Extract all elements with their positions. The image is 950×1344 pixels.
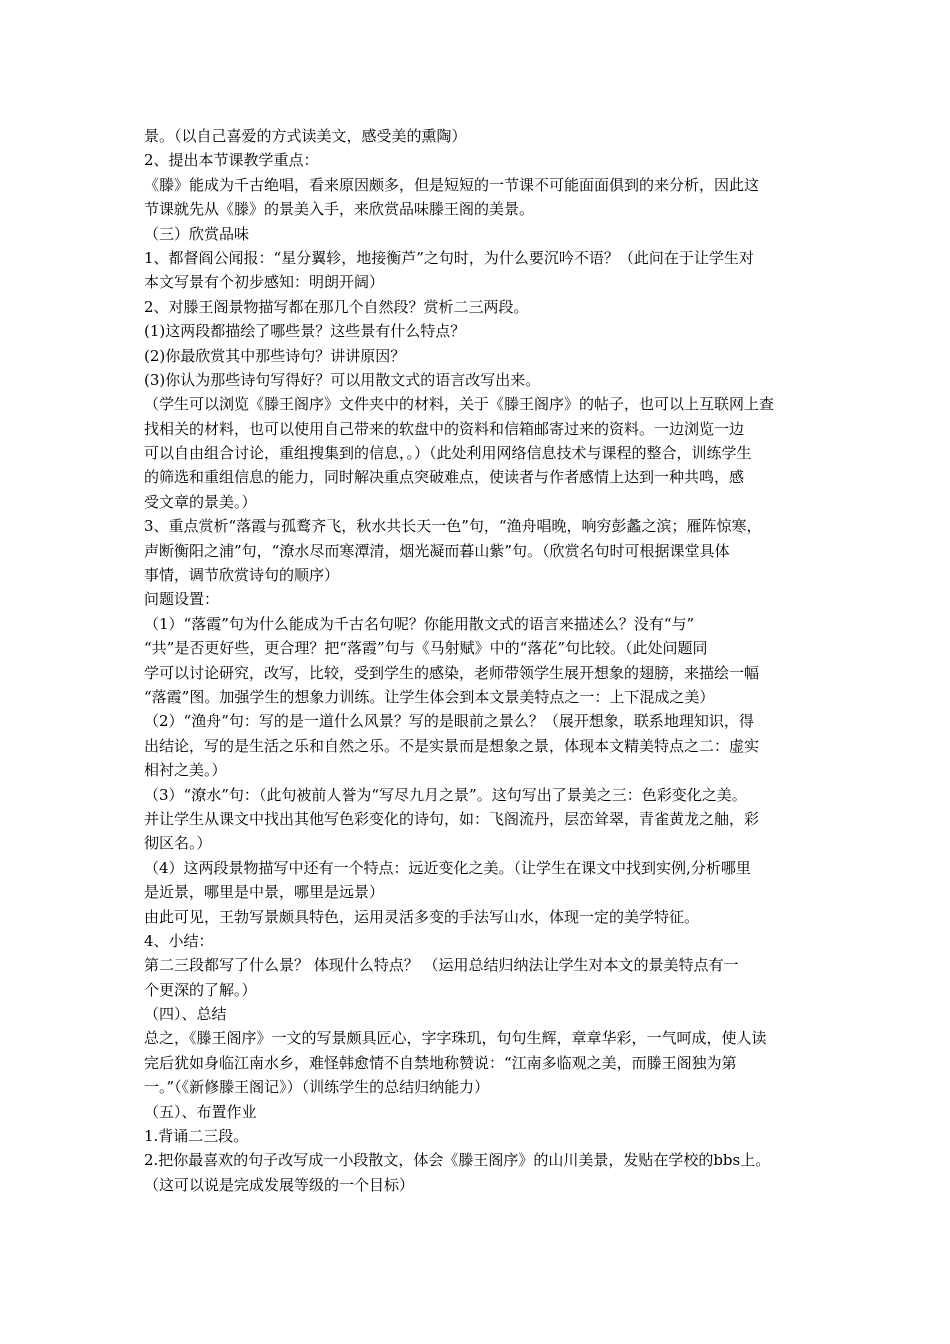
text-line: 个更深的了解。）: [144, 980, 257, 999]
text-line: 3、重点赏析“落霞与孤鹜齐飞，秋水共长天一色”句，“渔舟唱晚，响穷彭蠡之滨；雁阵惊寒，: [144, 517, 762, 536]
homework-item: 1.背诵二三段。: [144, 1127, 249, 1146]
text-line: 景。（以自己喜爱的方式读美文，感受美的熏陶）: [144, 127, 467, 145]
document-page: [144, 124, 824, 1197]
text-line: 是近景，哪里是中景，哪里是远景）: [144, 883, 385, 902]
text-line: 的筛选和重组信息的能力，同时解决重点突破难点，使读者与作者感情上达到一种共鸣，感: [144, 468, 745, 487]
question-item: (2)你最欣赏其中那些诗句？讲讲原因？: [144, 346, 406, 365]
text-line: 学可以讨论研究，改写，比较，受到学生的感染，老师带领学生展开想象的翅膀，来描绘一幅: [144, 663, 760, 682]
text-line: 事情，调节欣赏诗句的顺序）: [144, 566, 340, 585]
text-line: 一。”（《新修滕王阁记》）（训练学生的总结归纳能力）: [144, 1078, 490, 1097]
section-heading: （四）、总结: [144, 1005, 227, 1024]
section-heading: 2、提出本节课教学重点：: [144, 151, 319, 170]
text-line: 彻区名。）: [144, 834, 212, 853]
text-line: 2、对滕王阁景物描写都在那几个自然段？赏析二三两段。: [144, 297, 529, 316]
question-item: (1)这两段都描绘了哪些景？这些景有什么特点？: [144, 322, 466, 341]
text-line: 可以自由组合讨论，重组搜集到的信息，。）（此处利用网络信息技术与课程的整合，训练学生: [144, 444, 752, 463]
section-heading: 4、小结：: [144, 931, 214, 950]
text-line: 并让学生从课文中找出其他写色彩变化的诗句，如：飞阁流丹，层峦耸翠，青雀黄龙之舳，彩: [144, 809, 760, 828]
section-heading: （三）欣赏品味: [144, 224, 250, 243]
text-line: （学生可以浏览《滕王阁序》文件夹中的材料，关于《滕王阁序》的帖子，也可以上互联网上查: [144, 395, 775, 414]
text-line: 声断衡阳之浦”句，“潦水尽而寒潭清，烟光凝而暮山紫”句。（欣赏名句时可根据课堂具体: [144, 541, 730, 560]
text-line: 《滕》能成为千古绝唱，看来原因颇多，但是短短的一节课不可能面面俱到的来分析，因此这: [144, 175, 760, 194]
text-line: 本文写景有个初步感知：明朗开阔）: [144, 273, 385, 292]
text-line: “落霞”图。加强学生的想象力训练。让学生体会到本文景美特点之一：上下混成之美）: [144, 687, 715, 706]
section-heading: 问题设置：: [144, 590, 220, 609]
text-line: （1）“落霞”句为什么能成为千古名句呢？你能用散文式的语言来描述么？没有“与”: [144, 614, 695, 633]
homework-item: 2.把你最喜欢的句子改写成一小段散文，体会《滕王阁序》的山川美景，发贴在学校的bbs上。: [144, 1151, 771, 1170]
text-line: （2）“渔舟”句：写的是一道什么风景？写的是眼前之景么？（展开想象，联系地理知识，得: [144, 712, 754, 731]
text-line: 完后犹如身临江南水乡，难怪韩愈情不自禁地称赞说：“江南多临观之美，而滕王阁独为第: [144, 1053, 737, 1072]
text-line: 找相关的材料，也可以使用自己带来的软盘中的资料和信箱邮寄过来的资料。一边浏览一边: [144, 419, 745, 438]
question-item: (3)你认为那些诗句写得好？可以用散文式的语言改写出来。: [144, 370, 541, 389]
text-line: 第二三段都写了什么景？ 体现什么特点？ （运用总结归纳法让学生对本文的景美特点有一: [144, 956, 739, 975]
text-line: （4）这两段景物描写中还有一个特点：远近变化之美。（让学生在课文中找到实例,分析哪里: [144, 858, 751, 877]
text-line: （3）“潦水”句：（此句被前人誉为“写尽九月之景”。这句写出了景美之三：色彩变化之美。: [144, 785, 747, 804]
text-line: （这可以说是完成发展等级的一个目标）: [144, 1175, 415, 1194]
text-line: 由此可见，王勃写景颇具特色，运用灵活多变的手法写山水，体现一定的美学特征。: [144, 907, 700, 926]
text-line: 出结论，写的是生活之乐和自然之乐。不是实景而是想象之景，体现本文精美特点之二：虚实: [144, 736, 760, 755]
text-line: 总之，《滕王阁序》一文的写景颇具匠心，字字珠玑，句句生辉，章章华彩，一气呵成，使人读: [144, 1029, 767, 1048]
text-line: 相衬之美。）: [144, 761, 227, 780]
text-line: 受文章的景美。）: [144, 492, 257, 511]
section-heading: （五）、布置作业: [144, 1102, 257, 1121]
text-line: 1、都督阎公闻报：“星分翼轸，地接衡芦”之句时，为什么要沉吟不语？（此问在于让学生对: [144, 248, 754, 267]
text-line: 节课就先从《滕》的景美入手，来欣赏品味滕王阁的美景。: [144, 200, 535, 219]
text-line: “共”是否更好些，更合理？把“落霞”句与《马射赋》中的“落花”句比较。（此处问题同: [144, 639, 708, 658]
